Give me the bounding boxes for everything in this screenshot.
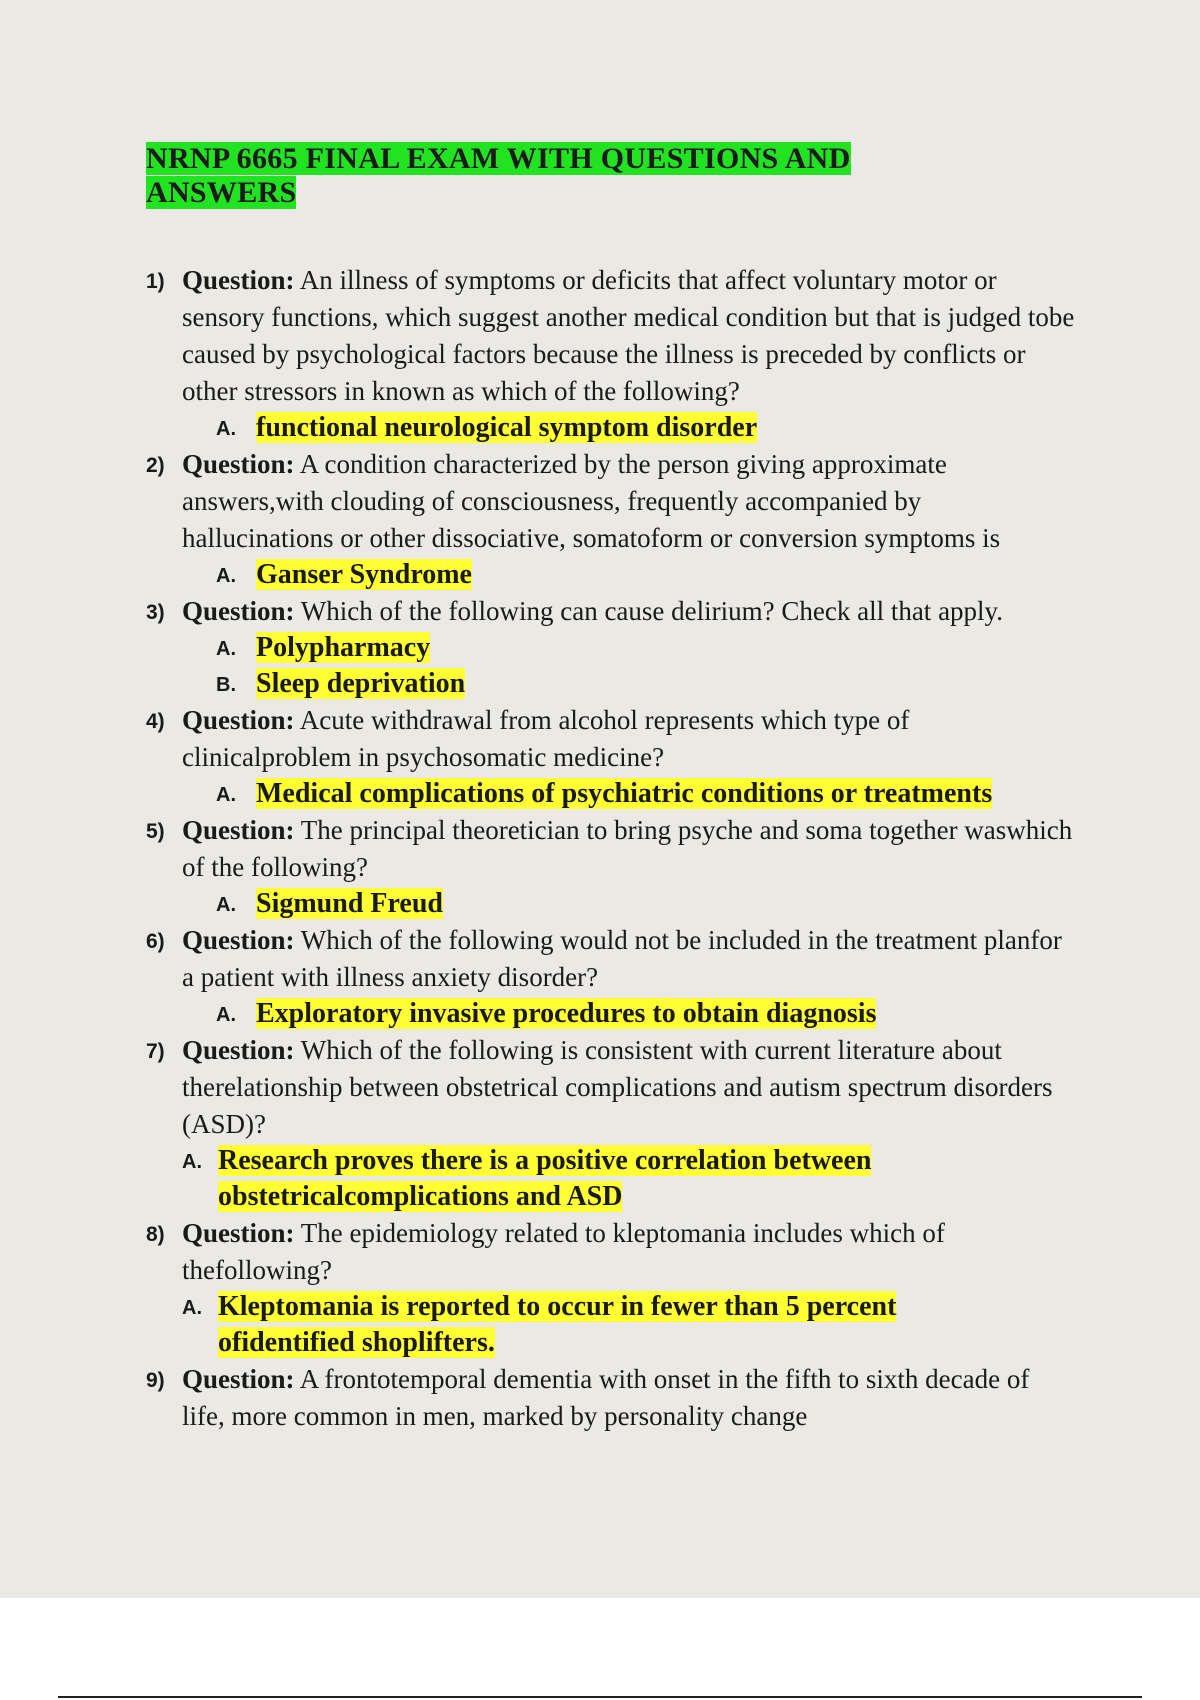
answer-item bbox=[146, 1143, 1076, 1215]
answer-text: Research proves there is a positive correlation between obstetricalcomplications and ASD bbox=[218, 1145, 872, 1212]
answer-item bbox=[146, 996, 1076, 1032]
answer-item bbox=[146, 1289, 1076, 1361]
question-number: 3) bbox=[146, 601, 165, 624]
question-item bbox=[146, 262, 1076, 410]
question-label: Question: bbox=[182, 1364, 295, 1394]
answer-item bbox=[146, 630, 1076, 666]
answer-letter: A. bbox=[182, 1151, 202, 1173]
answer-text: Polypharmacy bbox=[256, 632, 431, 663]
answer-text: functional neurological symptom disorder bbox=[256, 412, 758, 443]
answer-letter: A. bbox=[216, 638, 236, 660]
question-label: Question: bbox=[182, 1218, 295, 1248]
question-number: 8) bbox=[146, 1223, 165, 1246]
answer-letter: A. bbox=[216, 894, 236, 916]
document-title bbox=[146, 142, 966, 210]
question-text: The principal theoretician to bring psyche and soma together waswhich of the following? bbox=[182, 815, 1073, 882]
question-text: Which of the following would not be included in the treatment planfor a patient with illness anxiety disorder? bbox=[182, 925, 1062, 992]
question-item bbox=[146, 812, 1076, 886]
question-text: An illness of symptoms or deficits that affect voluntary motor or sensory functions, which suggest another medical condition but that is judged tobe caused by psychological factors because the illness is preceded by conflicts or other stressors in known as which of the following? bbox=[182, 265, 1075, 406]
question-text: Which of the following can cause delirium? Check all that apply. bbox=[300, 596, 1004, 626]
question-text: A condition characterized by the person giving approximate answers,with clouding of consciousness, frequently accompanied by hallucinations or other dissociative, somatoform or conversion symptoms is bbox=[182, 449, 1001, 553]
answer-text: Kleptomania is reported to occur in fewer than 5 percent ofidentified shoplifters. bbox=[218, 1291, 897, 1358]
question-label: Question: bbox=[182, 596, 295, 626]
answer-letter: A. bbox=[182, 1297, 202, 1319]
answer-text: Sigmund Freud bbox=[256, 888, 443, 919]
answer-letter: A. bbox=[216, 784, 236, 806]
answer-text: Ganser Syndrome bbox=[256, 559, 472, 590]
question-number: 5) bbox=[146, 820, 165, 843]
question-number: 1) bbox=[146, 270, 165, 293]
question-item bbox=[146, 702, 1076, 776]
question-item bbox=[146, 1361, 1076, 1435]
answer-item bbox=[146, 886, 1076, 922]
answer-item bbox=[146, 666, 1076, 702]
question-text: Acute withdrawal from alcohol represents which type of clinicalproblem in psychosomatic medicine? bbox=[182, 705, 910, 772]
question-number: 2) bbox=[146, 454, 165, 477]
question-label: Question: bbox=[182, 815, 295, 845]
question-number: 9) bbox=[146, 1369, 165, 1392]
question-text: A frontotemporal dementia with onset in the fifth to sixth decade of life, more common in men, marked by personality change bbox=[182, 1364, 1030, 1431]
question-item bbox=[146, 446, 1076, 557]
question-label: Question: bbox=[182, 925, 295, 955]
answer-text: Exploratory invasive procedures to obtain diagnosis bbox=[256, 998, 877, 1029]
question-list bbox=[146, 262, 1076, 1435]
answer-letter: B. bbox=[216, 674, 236, 696]
answer-letter: A. bbox=[216, 418, 236, 440]
question-item bbox=[146, 1215, 1076, 1289]
question-item bbox=[146, 1032, 1076, 1143]
question-label: Question: bbox=[182, 449, 295, 479]
question-label: Question: bbox=[182, 265, 295, 295]
question-label: Question: bbox=[182, 1035, 295, 1065]
question-item bbox=[146, 593, 1076, 630]
question-number: 7) bbox=[146, 1040, 165, 1063]
answer-item bbox=[146, 776, 1076, 812]
answer-letter: A. bbox=[216, 565, 236, 587]
question-text: The epidemiology related to kleptomania includes which of thefollowing? bbox=[182, 1218, 945, 1285]
answer-letter: A. bbox=[216, 1004, 236, 1026]
answer-item bbox=[146, 410, 1076, 446]
answer-text: Sleep deprivation bbox=[256, 668, 466, 699]
answer-text: Medical complications of psychiatric conditions or treatments bbox=[256, 778, 993, 809]
question-number: 4) bbox=[146, 710, 165, 733]
question-label: Question: bbox=[182, 705, 295, 735]
footer-rule bbox=[58, 1696, 1142, 1698]
question-item bbox=[146, 922, 1076, 996]
document-title-text: NRNP 6665 FINAL EXAM WITH QUESTIONS AND ANSWERS bbox=[146, 142, 851, 209]
question-text: Which of the following is consistent with current literature about therelationship between obstetrical complications and autism spectrum disorders (ASD)? bbox=[182, 1035, 1053, 1139]
answer-item bbox=[146, 557, 1076, 593]
question-number: 6) bbox=[146, 930, 165, 953]
